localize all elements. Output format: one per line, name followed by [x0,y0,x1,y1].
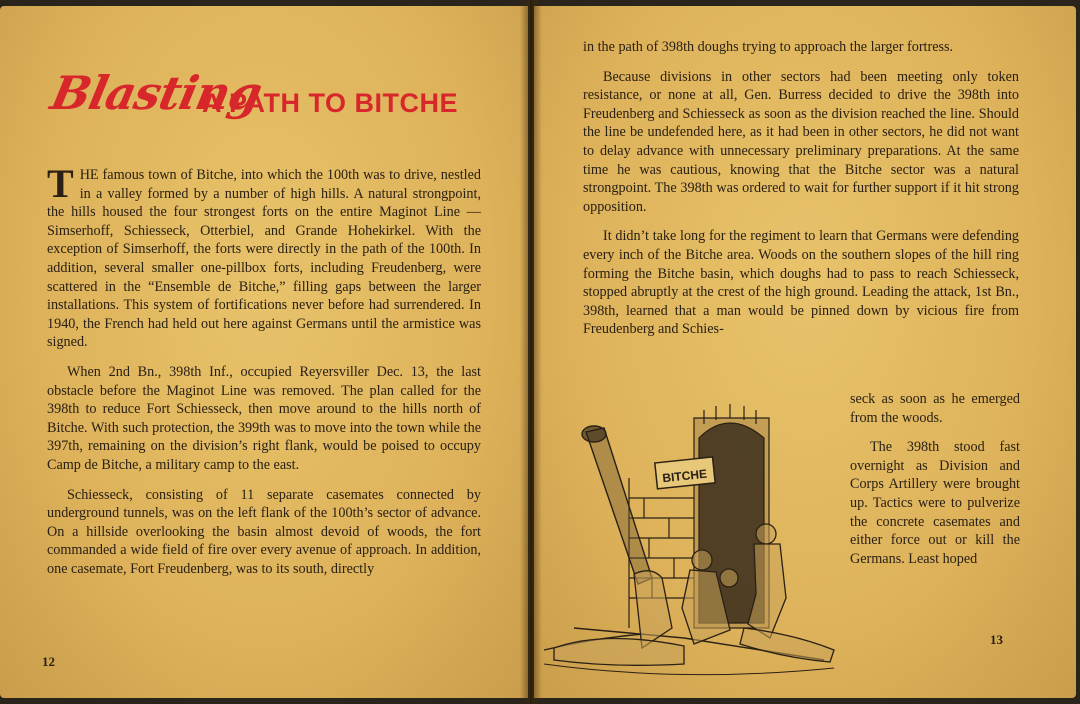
wrap-text-column [850,390,1020,579]
paragraph: It didn’t take long for the regiment to learn that Germans were defending every inch of the Bitche area. Woods on the southern slopes of the hill ring forming the Bitche basin, which doughs had to pass to reach Schiesseck, stopped abruptly at the crest of the high ground. Leading the attack, 1st Bn., 398th, learned that a man would be pinned down by vicious fire from Freudenberg and Schies- [583,228,1019,338]
paragraph: seck as soon as he emerged from the woods. [850,391,1020,426]
book-gutter [520,0,542,704]
paragraph: Schiesseck, consisting of 11 separate casemates connected by underground tunnels, was on the left flank of the 100th’s sector of advance. On a hillside overlooking the basin almost devoid of woods, the fort commanded a wide field of fire over every avenue of approach. In addition, one casemate, Fort Freudenberg, was to its south, directly [47,486,481,577]
page-number-right: 13 [990,632,1003,647]
title-rest: A PATH TO BITCHE [202,88,458,118]
paragraph: The 398th stood fast overnight as Division and Corps Artillery were brought up. Tactics were to pulverize the concrete casemates and either force out or kill the Germans. Least hoped [850,439,1020,567]
right-text-column [583,38,1019,350]
paragraph [47,161,481,352]
paragraph-text: HE famous town of Bitche, into which the 100th was to drive, nestled in a valley formed by a number of high hills. A natural strongpoint, the hills housed the four strongest forts on the entire Maginot Line — Simserhoff, Schiesseck, Otterbiel, and Grande Hohekirkel. With the exception of Simserhoff, the forts were directly in the path of the 100th. In addition, several smaller one-pillbox forts, including Freudenberg, were scattered in the “Ensemble de Bitche,” filling gaps between the larger installations. This system of fortifications never before had surrendered. In 1940, the French had held out here against Germans until the armistice was signed. [47,167,481,351]
sign-text: BITCHE [661,466,708,486]
left-page [0,6,528,698]
chapter-title [46,66,502,146]
page-number-left: 12 [42,654,55,669]
soldiers-illustration [534,398,844,688]
paragraph: Because divisions in other sectors had been meeting only token resistance, or none at all, Gen. Burress decided to drive the 398th into Freudenberg and Schiesseck as soon as the division reached the line. Should the line be undefended here, as it had been in other sectors, he did not want to delay advance with unnecessary preliminary preparations. At the same time he was cautious, knowing that the Bitche sector was a natural strongpoint. The 398th was ordered to wait for further support if it hit strong opposition. [583,68,1019,215]
paragraph: When 2nd Bn., 398th Inf., occupied Reyersviller Dec. 13, the last obstacle before the Maginot Line was removed. The plan called for the 398th to reduce Fort Schiesseck, then move around to the hills north of Bitche. With such protection, the 399th was to move into the town while the 397th, remaining on the division’s right flank, would be poised to occupy Camp de Bitche, a military camp to the east. [47,363,481,473]
bitche-sign [655,457,715,489]
right-page [534,6,1076,698]
left-text-column [47,161,481,589]
paragraph: in the path of 398th doughs trying to approach the larger fortress. [583,39,954,55]
drop-cap: T [47,161,74,206]
title-script: Blasting [46,66,267,120]
